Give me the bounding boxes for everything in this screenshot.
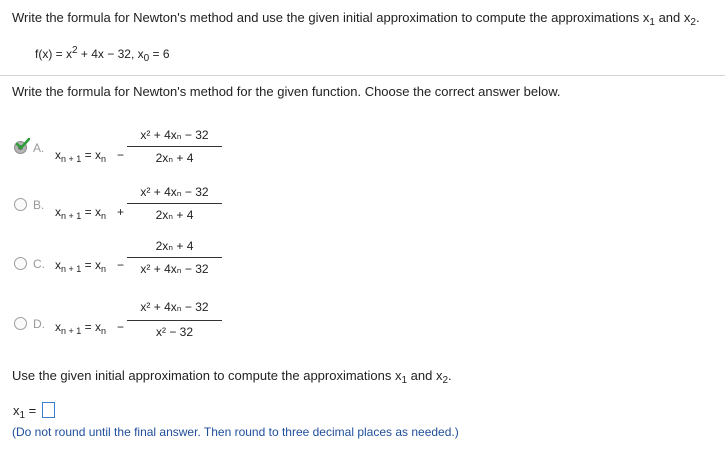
divider [0,75,725,76]
option-d[interactable] [12,297,242,349]
fraction-bar [127,146,222,147]
denominator: 2xₙ + 4 [155,151,194,165]
prompt-text: Write the formula for Newton's method for the given function. Choose the correct answer below. [12,84,561,99]
option-c[interactable] [12,236,242,288]
denominator: 2xₙ + 4 [155,208,194,222]
compute-prompt: Use the given initial approximation to compute the approximations $x_1$ and $x_2$. [12,368,452,386]
question-text: Write the formula for Newton's method and use the given initial approximation to compute the approximations $x_1$ and $x_2$. [12,10,700,28]
x1-label: $x_1$ = [13,403,37,421]
denominator: x² − 32 [155,325,194,339]
formula-lhs: $x_{n + 1} = x_n$ [55,148,106,164]
numerator: 2xₙ + 4 [155,239,194,253]
operator: − [117,258,125,272]
operator: − [117,148,125,162]
fraction-bar [127,257,222,258]
numerator: x² + 4xₙ − 32 [140,300,209,314]
option-letter: C. [33,257,45,271]
radio-option-b[interactable] [14,198,27,211]
function-definition: $f(x) = x^2 + 4x - 32$, $x_0 = 6$ [35,45,170,64]
radio-option-d[interactable] [14,317,27,330]
denominator: x² + 4xₙ − 32 [140,262,209,276]
numerator: x² + 4xₙ − 32 [140,128,209,142]
option-a[interactable] [12,125,242,177]
option-b[interactable] [12,182,242,234]
radio-option-c[interactable] [14,257,27,270]
fraction-bar [127,320,222,321]
formula-lhs: $x_{n + 1} = x_n$ [55,320,106,336]
checkmark-icon [16,138,30,150]
x1-answer-input[interactable] [42,402,55,418]
option-letter: D. [33,317,45,331]
option-letter: B. [33,198,45,212]
operator: + [117,205,125,219]
numerator: x² + 4xₙ − 32 [140,185,209,199]
option-letter: A. [33,141,45,155]
operator: − [117,320,125,334]
formula-lhs: $x_{n + 1} = x_n$ [55,205,106,221]
rounding-hint: (Do not round until the final answer. Then round to three decimal places as needed.) [12,425,459,439]
fraction-bar [127,203,222,204]
formula-lhs: $x_{n + 1} = x_n$ [55,258,106,274]
